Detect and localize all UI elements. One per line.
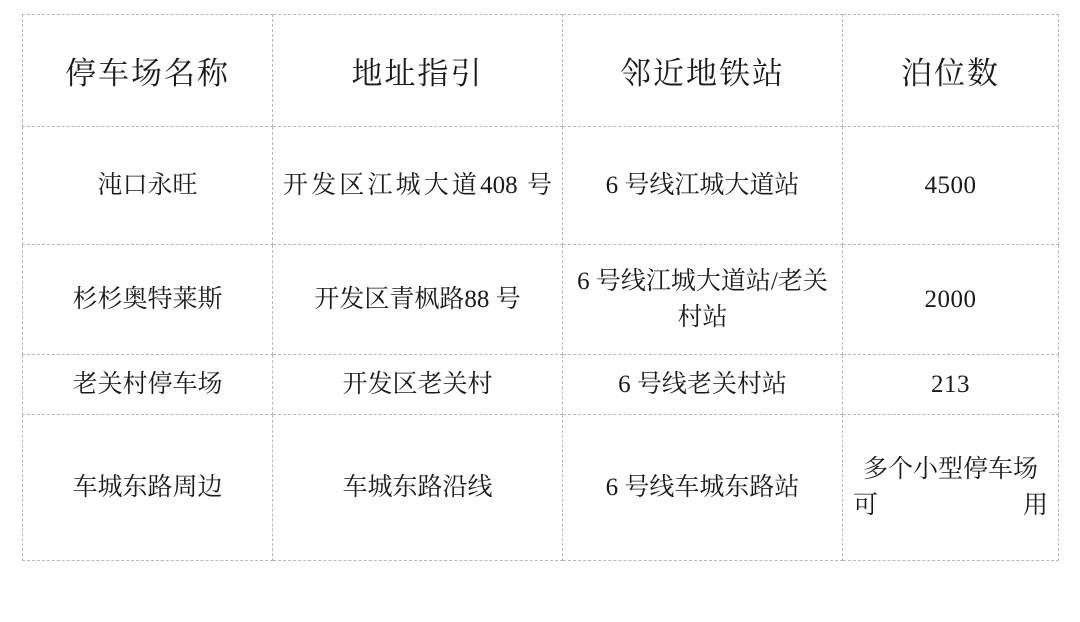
column-header-spaces: 泊位数 xyxy=(843,15,1059,127)
table-row xyxy=(23,355,1059,415)
cell-name: 车城东路周边 xyxy=(23,415,273,561)
column-header-name: 停车场名称 xyxy=(23,15,273,127)
cell-name: 老关村停车场 xyxy=(23,355,273,415)
cell-metro: 6 号线江城大道站 xyxy=(563,127,843,245)
table-row xyxy=(23,415,1059,561)
cell-metro: 6 号线江城大道站/老关村站 xyxy=(563,245,843,355)
table-header xyxy=(23,15,1059,127)
cell-spaces: 213 xyxy=(843,355,1059,415)
table-header-row xyxy=(23,15,1059,127)
column-header-metro: 邻近地铁站 xyxy=(563,15,843,127)
table-row xyxy=(23,245,1059,355)
table-body xyxy=(23,127,1059,561)
cell-spaces: 多个小型停车场可用 xyxy=(843,415,1059,561)
cell-spaces: 2000 xyxy=(843,245,1059,355)
cell-spaces: 4500 xyxy=(843,127,1059,245)
parking-lot-table xyxy=(22,14,1059,561)
cell-address: 开发区江城大道408 号 xyxy=(273,127,563,245)
column-header-address: 地址指引 xyxy=(273,15,563,127)
cell-address: 开发区青枫路88 号 xyxy=(273,245,563,355)
cell-address: 开发区老关村 xyxy=(273,355,563,415)
cell-address: 车城东路沿线 xyxy=(273,415,563,561)
cell-metro: 6 号线老关村站 xyxy=(563,355,843,415)
cell-name: 杉杉奥特莱斯 xyxy=(23,245,273,355)
table-row xyxy=(23,127,1059,245)
cell-metro: 6 号线车城东路站 xyxy=(563,415,843,561)
cell-name: 沌口永旺 xyxy=(23,127,273,245)
